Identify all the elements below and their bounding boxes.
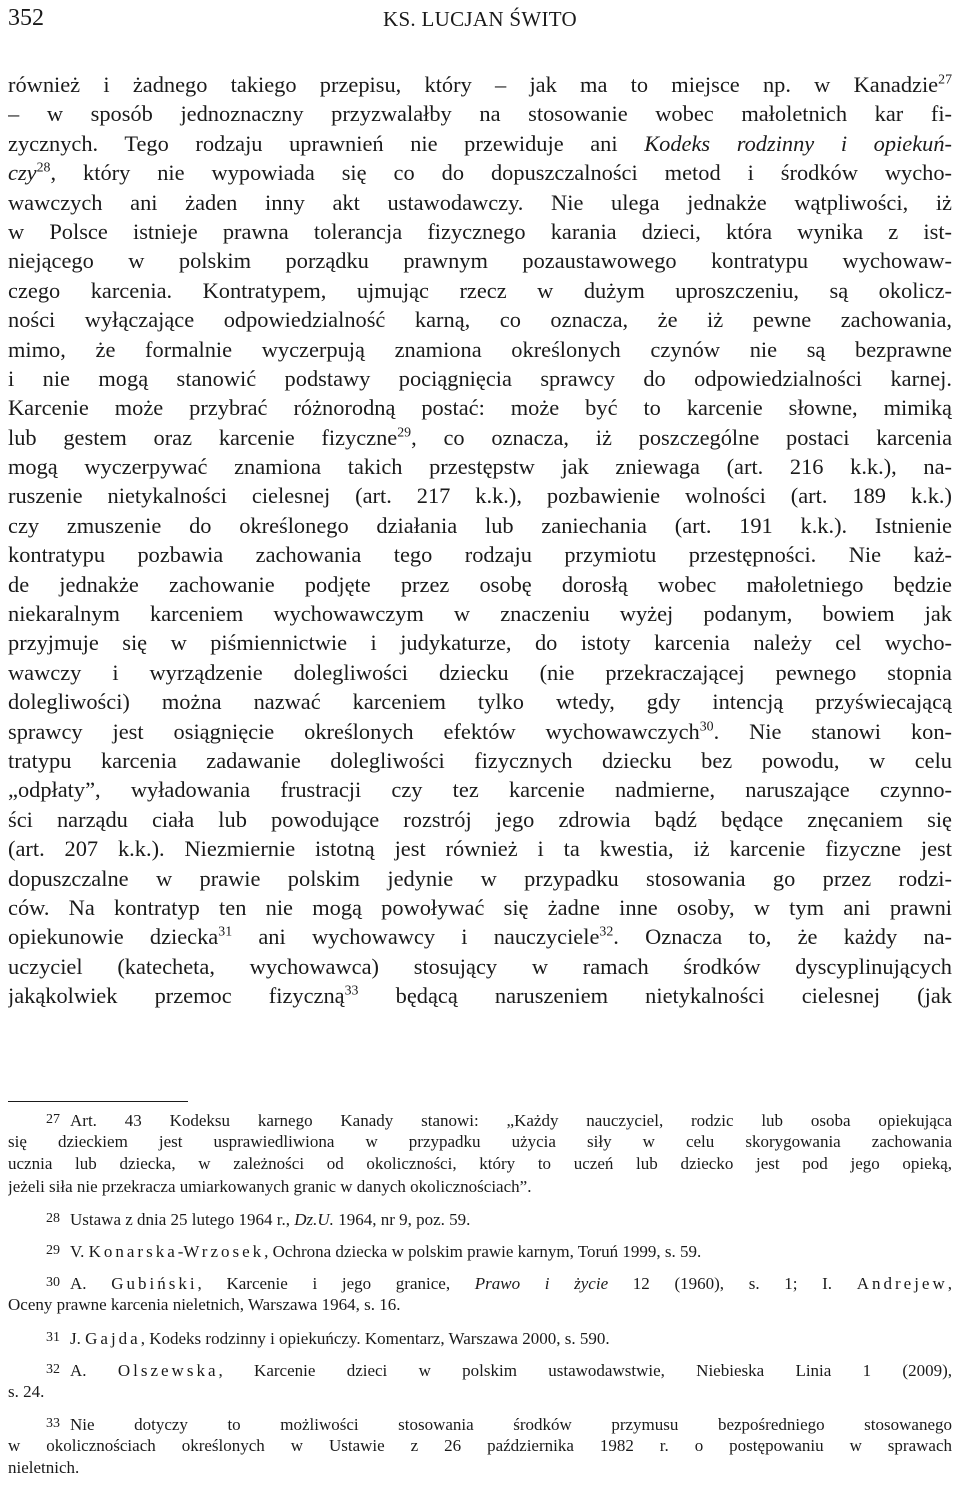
text-segment: Ustawa z dnia 25 lutego 1964 r.,: [70, 1209, 295, 1229]
text-segment: . Nie stanowi kon-: [713, 718, 952, 744]
body-line: [8, 452, 952, 481]
body-line: [8, 775, 952, 804]
body-line: [8, 864, 952, 893]
text-segment: 12 (1960), s. 1; I.: [608, 1274, 857, 1294]
body-line: [8, 276, 952, 305]
footnote-number: 27: [46, 1112, 60, 1127]
footnote-number: 30: [46, 1275, 60, 1291]
footnote-number: 31: [46, 1329, 60, 1345]
text-segment: mimo, że formalnie wyczerpują znamiona określonych czynów nie są bezprawne: [8, 336, 952, 362]
body-line: [8, 481, 952, 510]
text-segment: będącą naruszeniem nietykalności cielesnej (jak: [358, 983, 952, 1009]
text-segment: wawczy i wyrządzenie dolegliwości dziecku (nie przekraczającej pewnego stopnia: [8, 659, 952, 685]
body-line: [8, 628, 952, 657]
text-segment: ności wyłączające odpowiedzialność karną, co oznacza, że iż pewne zachowania,: [8, 307, 952, 333]
footnote-line: [8, 1294, 952, 1316]
footnote-reference: 32: [599, 925, 614, 940]
text-segment: jakąkolwiek przemoc fizyczną: [8, 983, 345, 1009]
text-segment: czy: [8, 160, 37, 186]
text-segment: jeżeli siła nie przekracza umiarkowanych granic w danych okolicznościach”.: [8, 1176, 532, 1196]
running-title: KS. LUCJAN ŚWITO: [382, 7, 577, 31]
body-line: [8, 658, 952, 687]
body-line: [8, 981, 952, 1010]
body-line: [8, 246, 952, 275]
text-segment: , który nie wypowiada się co do dopuszczalności metod i środków wycho-: [50, 160, 952, 186]
body-text: [8, 70, 952, 1080]
body-line: [8, 805, 952, 834]
text-segment: s. 24.: [8, 1381, 45, 1401]
footnote-reference: 31: [218, 925, 233, 940]
footnote-line: [8, 1359, 952, 1381]
footnote-line: [8, 1381, 952, 1403]
text-segment: Dz.U.: [294, 1209, 334, 1229]
document-page: [8, 0, 952, 1501]
text-segment: . Oznacza to, że każdy na-: [613, 924, 952, 950]
text-segment: (art. 207 k.k.). Niezmiernie istotną jest również i ta kwestia, iż karcenie fizyczne jest: [8, 836, 952, 862]
text-segment: niekaralnym karceniem wychowawczym w znaczeniu wyżej podanym, bowiem jak: [8, 601, 952, 627]
footnote-reference: 30: [699, 719, 714, 735]
body-line: [8, 335, 952, 364]
page-number: 352: [8, 5, 44, 31]
text-segment: Konarska: [88, 1241, 178, 1261]
text-segment: i nie mogą stanowić podstawy pociągnięcia sprawcy do odpowiedzialności karnej.: [8, 365, 952, 391]
footnote-line: [8, 1240, 952, 1262]
footnote-reference: 33: [344, 983, 359, 999]
text-segment: ści narządu ciała lub powodujące rozstrój jego zdrowia bądź będące znęcaniem się: [8, 806, 952, 832]
footnote-number: 33: [46, 1416, 60, 1432]
footnote-line: [8, 1153, 952, 1175]
footnote-number: 28: [46, 1210, 60, 1226]
text-segment: 1964, nr 9, poz. 59.: [333, 1209, 471, 1229]
text-segment: się dzieckiem jest usprawiedliwiona w przypadku użycia siły w celu skorygowania zachowania: [8, 1132, 952, 1152]
text-segment: wawczych ani żaden inny akt ustawodawczy. Nie ulega jednakże wątpliwości, iż: [8, 189, 952, 215]
text-segment: J.: [70, 1328, 86, 1348]
text-segment: -: [177, 1241, 184, 1261]
text-segment: dolegliwości) można nazwać karceniem tylko wtedy, gdy intencją przyświecającą: [8, 689, 952, 715]
text-segment: A.: [70, 1360, 118, 1380]
running-header: [8, 2, 952, 38]
body-line: [8, 99, 952, 128]
text-segment: w okolicznościach określonych w Ustawie z 26 października 1982 r. o postępowaniu w sprawach: [8, 1436, 952, 1456]
text-segment: Oceny prawne karcenia nieletnich, Warszawa 1964, s. 16.: [8, 1295, 401, 1315]
text-segment: „odpłaty”, wyładowania frustracji czy tez karcenie nadmierne, naruszające czynno-: [8, 777, 952, 803]
body-line: [8, 893, 952, 922]
text-segment: A.: [70, 1274, 112, 1294]
footnote-line: [8, 1131, 952, 1153]
text-segment: lub gestem oraz karcenie fizyczne: [8, 424, 398, 450]
footnote-number: 29: [46, 1242, 60, 1258]
body-line: [8, 570, 952, 599]
text-segment: , co oznacza, iż poszczególne postaci karcenia: [411, 424, 952, 450]
text-segment: Andrejew: [856, 1274, 948, 1294]
footnote-reference: 28: [36, 160, 51, 176]
footnote-reference: 29: [397, 425, 412, 441]
text-segment: Nie dotyczy to możliwości stosowania środków przymusu bezpośredniego stosowanego: [70, 1415, 952, 1435]
footnote-number: 32: [46, 1361, 60, 1377]
text-segment: , Karcenie dzieci w polskim ustawodawstwie, Niebieska Linia 1 (2009),: [218, 1360, 952, 1380]
footnote-line: [8, 1208, 952, 1230]
text-segment: sprawcy jest osiągnięcie określonych efektów wychowawczych: [8, 718, 700, 744]
text-segment: nieletnich.: [8, 1458, 80, 1478]
text-segment: przyjmuje się w piśmiennictwie i judykaturze, do istoty karcenia należy cel wycho-: [8, 630, 952, 656]
text-segment: – w sposób jednoznaczny przyzwalałby na stosowanie wobec małoletnich kar fi-: [8, 101, 952, 127]
text-segment: ,: [947, 1274, 952, 1294]
body-line: [8, 423, 952, 452]
footnote-separator: [8, 1101, 188, 1102]
text-segment: de jednakże zachowanie podjęte przez osobę dorosłą wobec małoletniego będzie: [8, 571, 952, 597]
text-segment: ani wychowawcy i nauczyciele: [232, 924, 600, 950]
body-line: [8, 952, 952, 981]
body-line: [8, 540, 952, 569]
text-segment: Kodeks rodzinny i opiekuń-: [644, 130, 952, 156]
text-segment: również i żadnego takiego przepisu, który – jak ma to miejsce np. w Kanadzie: [8, 72, 939, 97]
text-segment: Wrzosek: [183, 1241, 265, 1261]
text-segment: , Ochrona dziecka w polskim prawie karnym, Toruń 1999, s. 59.: [264, 1241, 702, 1261]
footnote-line: [8, 1272, 952, 1294]
text-segment: , Kodeks rodzinny i opiekuńczy. Komentarz, Warszawa 2000, s. 590.: [140, 1328, 610, 1348]
body-line: [8, 70, 952, 99]
text-segment: Olszewska: [117, 1360, 219, 1380]
body-line: [8, 364, 952, 393]
footnote-line: [8, 1109, 952, 1131]
text-segment: tratypu karcenia zadawanie dolegliwości fizycznych dziecku bez powodu, w celu: [8, 747, 952, 773]
footnote-line: [8, 1413, 952, 1435]
body-line: [8, 217, 952, 246]
text-segment: Gubiński: [111, 1274, 198, 1294]
footnote-line: [8, 1176, 952, 1198]
footnote-reference: 27: [938, 72, 952, 88]
text-segment: dopuszczalne w prawie polskim jedynie w przypadku stosowania go przez rodzi-: [8, 865, 952, 891]
text-segment: , Karcenie i jego granice,: [197, 1274, 475, 1294]
body-line: [8, 599, 952, 628]
text-segment: uczyciel (katecheta, wychowawca) stosujący w ramach środków dyscyplinujących: [8, 953, 952, 979]
text-segment: mogą wyczerpywać znamiona takich przestępstw jak zniewaga (art. 216 k.k.), na-: [8, 454, 952, 480]
body-line: [8, 129, 952, 158]
text-segment: zycznych. Tego rodzaju uprawnień nie przewiduje ani: [8, 130, 645, 156]
body-line: [8, 717, 952, 746]
text-segment: Prawo i życie: [474, 1274, 609, 1294]
body-line: [8, 511, 952, 540]
text-segment: Art. 43 Kodeksu karnego Kanady stanowi: „Każdy nauczyciel, rodzic lub osoba opiekująca: [70, 1111, 952, 1130]
text-segment: Karcenie może przybrać różnorodną postać: może być to karcenie słowne, mimiką: [8, 395, 952, 421]
body-line: [8, 834, 952, 863]
body-line: [8, 687, 952, 716]
text-segment: czego karcenia. Kontratypem, ujmując rzecz w dużym uproszczeniu, są okolicz-: [8, 277, 952, 303]
text-segment: Gajda: [85, 1328, 141, 1348]
body-line: [8, 746, 952, 775]
body-line: [8, 158, 952, 187]
text-segment: V.: [70, 1241, 89, 1261]
body-line: [8, 188, 952, 217]
text-segment: ucznia lub dziecka, w zależności od okoliczności, który to uczeń lub dziecko jest pod jego opieką,: [8, 1154, 952, 1174]
text-segment: w Polsce istnieje prawna tolerancja fizycznego karania dzieci, która wynika z ist-: [8, 218, 952, 244]
text-segment: niejącego w polskim porządku prawnym pozaustawowego kontratypu wychowaw-: [8, 248, 952, 274]
footnote-line: [8, 1327, 952, 1349]
text-segment: czy zmuszenie do określonego działania lub zaniechania (art. 191 k.k.). Istnienie: [8, 512, 952, 538]
footnotes: [8, 1109, 952, 1501]
body-line: [8, 305, 952, 334]
text-segment: ruszenie nietykalności cielesnej (art. 217 k.k.), pozbawienie wolności (art. 189 k.k.): [8, 483, 952, 509]
text-segment: kontratypu pozbawia zachowania tego rodzaju przymiotu przestępności. Nie każ-: [8, 542, 952, 568]
body-line: [8, 393, 952, 422]
footnote-line: [8, 1435, 952, 1457]
body-line: [8, 922, 952, 951]
footnote-line: [8, 1457, 952, 1479]
text-segment: opiekunowie dziecka: [8, 924, 219, 950]
text-segment: ców. Na kontratyp ten nie mogą powoływać się żadne inne osoby, w tym ani prawni: [8, 894, 952, 920]
